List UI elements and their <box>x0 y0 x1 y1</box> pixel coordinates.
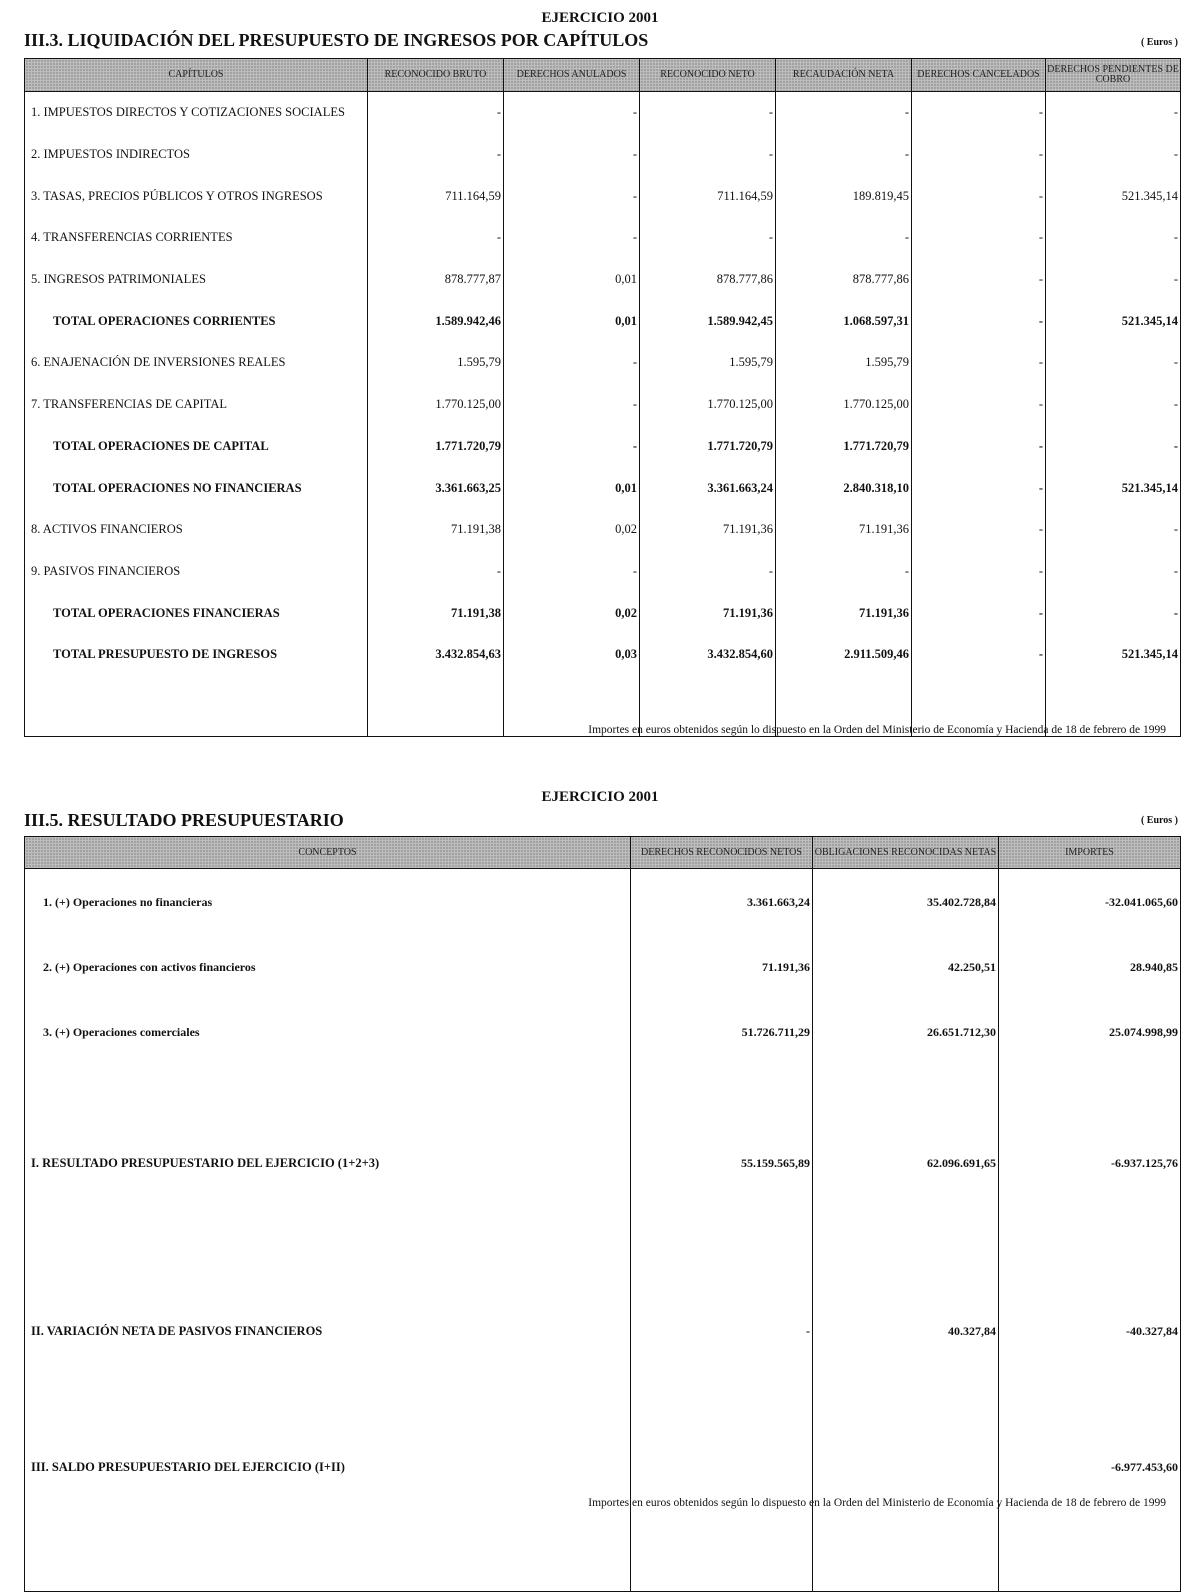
row-label: 6. ENAJENACIÓN DE INVERSIONES REALES <box>25 342 368 384</box>
table-row <box>25 869 1181 936</box>
row-label: 9. PASIVOS FINANCIEROS <box>25 551 368 593</box>
cell-value: - <box>912 551 1046 593</box>
cell-value: - <box>912 134 1046 176</box>
cell-value: - <box>368 551 504 593</box>
cell-value: - <box>1046 134 1181 176</box>
cell-value: 0,02 <box>504 509 640 551</box>
cell-value: 71.191,38 <box>368 592 504 634</box>
cell-value: - <box>504 426 640 468</box>
cell-value: 71.191,36 <box>776 509 912 551</box>
cell-value: 1.771.720,79 <box>368 426 504 468</box>
row-label: III. SALDO PRESUPUESTARIO DEL EJERCICIO (I+II) <box>25 1401 631 1533</box>
cell-value: - <box>1046 92 1181 134</box>
row-label: TOTAL OPERACIONES CORRIENTES <box>25 300 368 342</box>
cell-value: 71.191,36 <box>776 592 912 634</box>
header-derechos-reconocidos: DERECHOS RECONOCIDOS NETOS <box>631 837 813 869</box>
cell-value: 26.651.712,30 <box>813 999 999 1065</box>
cell-value: 521.345,14 <box>1046 300 1181 342</box>
cell-value <box>813 1401 999 1533</box>
cell-value: - <box>504 551 640 593</box>
cell-value: 878.777,87 <box>368 259 504 301</box>
table-row <box>25 342 1181 384</box>
cell-value: - <box>640 217 776 259</box>
table-row <box>25 509 1181 551</box>
cell-value: 35.402.728,84 <box>813 869 999 936</box>
cell-value: 521.345,14 <box>1046 175 1181 217</box>
cell-value: - <box>912 175 1046 217</box>
cell-value: 71.191,36 <box>640 509 776 551</box>
cell-value: - <box>776 551 912 593</box>
cell-value: - <box>504 342 640 384</box>
header-conceptos: CONCEPTOS <box>25 837 631 869</box>
cell-value: 3.361.663,24 <box>631 869 813 936</box>
cell-value: - <box>504 134 640 176</box>
cell-value: 1.770.125,00 <box>776 384 912 426</box>
cell-value: 42.250,51 <box>813 935 999 999</box>
cell-value: 71.191,38 <box>368 509 504 551</box>
cell-value: - <box>1046 426 1181 468</box>
header-reconocido-neto: RECONOCIDO NETO <box>640 59 776 92</box>
cell-value: - <box>504 217 640 259</box>
table-row <box>25 935 1181 999</box>
cell-value: - <box>912 342 1046 384</box>
table-row <box>25 384 1181 426</box>
cell-value: - <box>368 217 504 259</box>
table-row <box>25 999 1181 1065</box>
liquidacion-header-row <box>25 59 1181 92</box>
total-row <box>25 426 1181 468</box>
cell-value: -32.041.065,60 <box>999 869 1181 936</box>
cell-value: 521.345,14 <box>1046 467 1181 509</box>
table-row <box>25 175 1181 217</box>
cell-value: - <box>1046 259 1181 301</box>
header-recaudacion-neta: RECAUDACIÓN NETA <box>776 59 912 92</box>
row-label: 7. TRANSFERENCIAS DE CAPITAL <box>25 384 368 426</box>
header-derechos-cancelados: DERECHOS CANCELADOS <box>912 59 1046 92</box>
cell-value: 2.911.509,46 <box>776 634 912 676</box>
cell-value: -40.327,84 <box>999 1261 1181 1401</box>
cell-value: - <box>1046 551 1181 593</box>
row-label: 2. (+) Operaciones con activos financieros <box>25 935 631 999</box>
cell-value: 1.595,79 <box>776 342 912 384</box>
cell-value: - <box>368 134 504 176</box>
cell-value: - <box>912 592 1046 634</box>
cell-value: 0,03 <box>504 634 640 676</box>
header-derechos-pendientes: DERECHOS PENDIENTES DE COBRO <box>1046 59 1181 92</box>
cell-value: - <box>912 300 1046 342</box>
row-label: II. VARIACIÓN NETA DE PASIVOS FINANCIEROS <box>25 1261 631 1401</box>
cell-value: - <box>912 217 1046 259</box>
row-label: 4. TRANSFERENCIAS CORRIENTES <box>25 217 368 259</box>
cell-value: -6.977.453,60 <box>999 1401 1181 1533</box>
cell-value: 711.164,59 <box>368 175 504 217</box>
section1-footnote: Importes en euros obtenidos según lo dispuesto en la Orden del Ministerio de Economía y Hacienda de 18 de febrero de 1999 <box>588 724 1166 736</box>
cell-value <box>631 1401 813 1533</box>
cell-value: 55.159.565,89 <box>631 1065 813 1261</box>
total-row <box>25 300 1181 342</box>
resultado-table <box>24 836 1181 1592</box>
cell-value: 1.771.720,79 <box>640 426 776 468</box>
cell-value: 1.068.597,31 <box>776 300 912 342</box>
table-row <box>25 92 1181 134</box>
cell-value: - <box>776 134 912 176</box>
table-row-blank <box>25 1533 1181 1592</box>
header-importes: IMPORTES <box>999 837 1181 869</box>
resultado-header-row <box>25 837 1181 869</box>
table-row <box>25 1401 1181 1533</box>
cell-value: 3.432.854,60 <box>640 634 776 676</box>
cell-value: - <box>912 509 1046 551</box>
cell-value: - <box>912 384 1046 426</box>
row-label: 2. IMPUESTOS INDIRECTOS <box>25 134 368 176</box>
section1-ejercicio: EJERCICIO 2001 <box>541 10 659 26</box>
cell-value: 521.345,14 <box>1046 634 1181 676</box>
total-row <box>25 467 1181 509</box>
section1-title: III.3. LIQUIDACIÓN DEL PRESUPUESTO DE INGRESOS POR CAPÍTULOS <box>24 30 649 50</box>
cell-value: 1.595,79 <box>368 342 504 384</box>
cell-value: 71.191,36 <box>631 935 813 999</box>
cell-value: - <box>368 92 504 134</box>
table-row <box>25 551 1181 593</box>
cell-value: - <box>1046 509 1181 551</box>
cell-value: - <box>1046 384 1181 426</box>
cell-value: 0,01 <box>504 300 640 342</box>
cell-value: 0,01 <box>504 259 640 301</box>
cell-value: - <box>776 92 912 134</box>
section2-units: ( Euros ) <box>1140 815 1178 826</box>
cell-value: - <box>1046 342 1181 384</box>
cell-value: 1.771.720,79 <box>776 426 912 468</box>
liquidacion-table <box>24 58 1181 737</box>
cell-value: 1.589.942,45 <box>640 300 776 342</box>
cell-value: 3.361.663,24 <box>640 467 776 509</box>
cell-value: - <box>504 175 640 217</box>
cell-value: - <box>776 217 912 259</box>
row-label: TOTAL PRESUPUESTO DE INGRESOS <box>25 634 368 676</box>
cell-value: - <box>1046 217 1181 259</box>
cell-value: - <box>640 92 776 134</box>
cell-value: 51.726.711,29 <box>631 999 813 1065</box>
cell-value: - <box>912 259 1046 301</box>
row-label: 5. INGRESOS PATRIMONIALES <box>25 259 368 301</box>
row-label: 1. (+) Operaciones no financieras <box>25 869 631 936</box>
section2-ejercicio: EJERCICIO 2001 <box>541 789 659 805</box>
cell-value: 1.770.125,00 <box>368 384 504 426</box>
table-row <box>25 259 1181 301</box>
cell-value: 189.819,45 <box>776 175 912 217</box>
cell-value: 25.074.998,99 <box>999 999 1181 1065</box>
cell-value: 878.777,86 <box>776 259 912 301</box>
cell-value: 0,01 <box>504 467 640 509</box>
cell-value: 0,02 <box>504 592 640 634</box>
cell-value: - <box>640 551 776 593</box>
row-label: 1. IMPUESTOS DIRECTOS Y COTIZACIONES SOCIALES <box>25 92 368 134</box>
row-label: 8. ACTIVOS FINANCIEROS <box>25 509 368 551</box>
row-label: I. RESULTADO PRESUPUESTARIO DEL EJERCICIO (1+2+3) <box>25 1065 631 1261</box>
cell-value: 1.595,79 <box>640 342 776 384</box>
section2-footnote: Importes en euros obtenidos según lo dispuesto en la Orden del Ministerio de Economía y Hacienda de 18 de febrero de 1999 <box>588 1497 1166 1509</box>
cell-value: - <box>640 134 776 176</box>
table-row <box>25 217 1181 259</box>
row-label: TOTAL OPERACIONES NO FINANCIERAS <box>25 467 368 509</box>
section2-title: III.5. RESULTADO PRESUPUESTARIO <box>24 810 344 830</box>
cell-value: 71.191,36 <box>640 592 776 634</box>
header-capitulos: CAPÍTULOS <box>25 59 368 92</box>
cell-value: 28.940,85 <box>999 935 1181 999</box>
row-label: TOTAL OPERACIONES DE CAPITAL <box>25 426 368 468</box>
cell-value: - <box>631 1261 813 1401</box>
header-obligaciones-reconocidas: OBLIGACIONES RECONOCIDAS NETAS <box>813 837 999 869</box>
cell-value: 878.777,86 <box>640 259 776 301</box>
total-row <box>25 592 1181 634</box>
cell-value: 62.096.691,65 <box>813 1065 999 1261</box>
row-label: TOTAL OPERACIONES FINANCIERAS <box>25 592 368 634</box>
cell-value: - <box>912 634 1046 676</box>
cell-value: 3.361.663,25 <box>368 467 504 509</box>
table-row <box>25 1261 1181 1401</box>
cell-value: -6.937.125,76 <box>999 1065 1181 1261</box>
row-label: 3. TASAS, PRECIOS PÚBLICOS Y OTROS INGRESOS <box>25 175 368 217</box>
section1-units: ( Euros ) <box>1140 37 1178 48</box>
table-row <box>25 1065 1181 1261</box>
cell-value: 3.432.854,63 <box>368 634 504 676</box>
cell-value: - <box>1046 592 1181 634</box>
cell-value: - <box>504 92 640 134</box>
cell-value: - <box>912 92 1046 134</box>
cell-value: 40.327,84 <box>813 1261 999 1401</box>
cell-value: 2.840.318,10 <box>776 467 912 509</box>
header-reconocido-bruto: RECONOCIDO BRUTO <box>368 59 504 92</box>
header-derechos-anulados: DERECHOS ANULADOS <box>504 59 640 92</box>
cell-value: 711.164,59 <box>640 175 776 217</box>
cell-value: 1.770.125,00 <box>640 384 776 426</box>
cell-value: - <box>504 384 640 426</box>
total-row <box>25 634 1181 676</box>
cell-value: - <box>912 426 1046 468</box>
row-label: 3. (+) Operaciones comerciales <box>25 999 631 1065</box>
cell-value: - <box>912 467 1046 509</box>
cell-value: 1.589.942,46 <box>368 300 504 342</box>
table-row <box>25 134 1181 176</box>
